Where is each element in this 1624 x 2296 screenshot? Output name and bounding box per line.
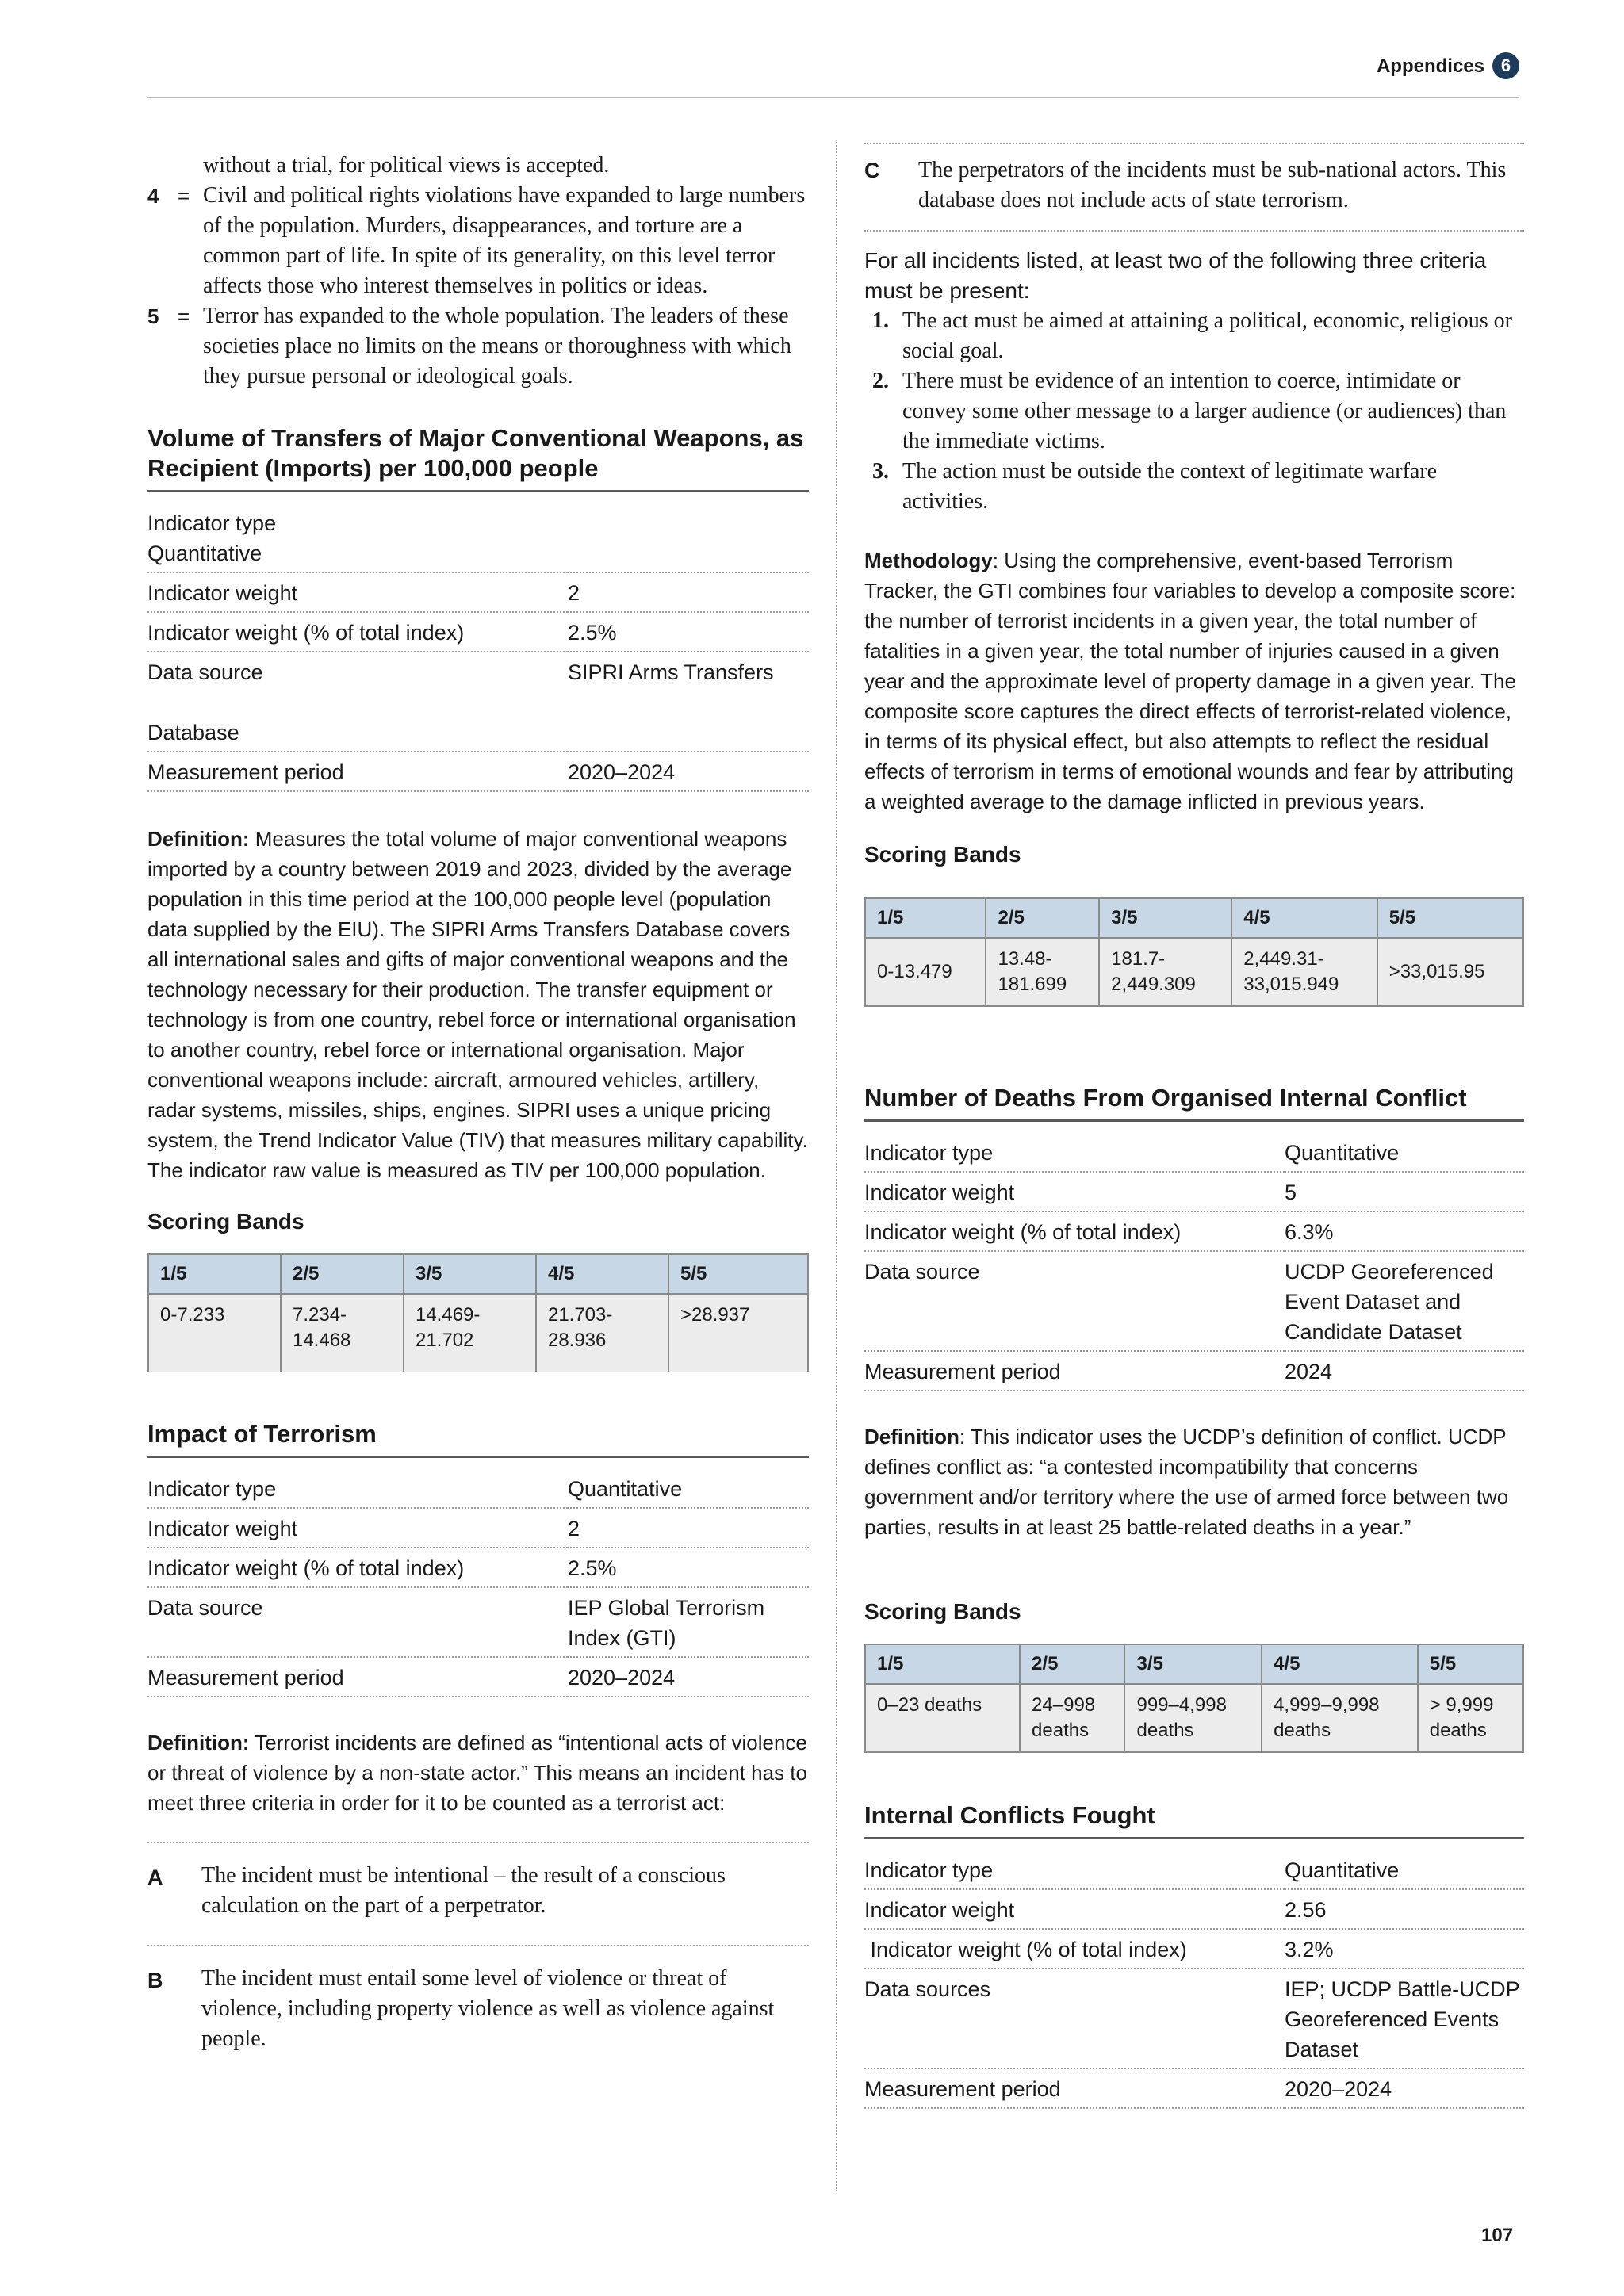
- definition-label: Definition: [864, 1425, 959, 1448]
- indicator-key-continued: Database: [147, 721, 239, 744]
- conflict-deaths-indicator-table: [864, 1133, 1524, 1391]
- band-header: 3/5: [1124, 1644, 1262, 1684]
- band-header: 4/5: [1262, 1644, 1418, 1684]
- indicator-value: Quantitative: [568, 1469, 809, 1508]
- indicator-row: [147, 652, 809, 752]
- indicator-key: Data source: [864, 1251, 1285, 1351]
- indicator-row: [864, 1133, 1524, 1172]
- criteria-list-item: [864, 366, 1524, 457]
- criterion-b: [147, 1945, 809, 2068]
- indicator-value: 2: [568, 1508, 809, 1548]
- indicator-value: SIPRI Arms Transfers: [568, 652, 809, 752]
- criteria-intro: For all incidents listed, at least two of the following three criteria must be present:: [864, 248, 1487, 303]
- indicator-row: [147, 1508, 809, 1548]
- indicator-key: Indicator weight: [147, 572, 568, 612]
- criterion-c: [864, 143, 1524, 230]
- indicator-key: Indicator weight (% of total index): [864, 1211, 1285, 1251]
- indicator-key: Indicator weight (% of total index): [147, 612, 568, 652]
- section-label: Appendices: [1376, 55, 1484, 77]
- band-value: >33,015.95: [1377, 938, 1523, 1006]
- list-text: The action must be outside the context of legitimate warfare activities.: [902, 459, 1438, 514]
- indicator-row: [147, 752, 809, 791]
- indicator-key: Measurement period: [864, 1351, 1285, 1391]
- indicator-value: 5: [1285, 1172, 1524, 1211]
- internal-conflicts-title: Internal Conflicts Fought: [864, 1800, 1524, 1839]
- band-value: 24–998 deaths: [1020, 1684, 1124, 1752]
- indicator-row: [147, 612, 809, 652]
- level-text: Terror has expanded to the whole population. The leaders of these societies place no limits on the means or thoroughness with which they pursue personal or ideological goals.: [203, 304, 791, 388]
- band-value: 0–23 deaths: [865, 1684, 1020, 1752]
- terrorism-title: Impact of Terrorism: [147, 1419, 809, 1458]
- page-number: 107: [1481, 2225, 1514, 2246]
- indicator-row: [864, 1889, 1524, 1929]
- list-text: There must be evidence of an intention to coerce, intimidate or convey some other message to a larger audience (or audiences) than the immediate victims.: [902, 369, 1507, 453]
- band-header: 2/5: [986, 898, 1099, 938]
- list-number: 3.: [872, 459, 889, 484]
- column-divider: [836, 140, 837, 2191]
- indicator-value: 2.5%: [568, 1548, 809, 1587]
- criterion-letter: B: [147, 1969, 163, 1992]
- band-header: 4/5: [536, 1254, 668, 1294]
- criteria-two-of-three: [864, 230, 1524, 517]
- conflict-deaths-scoring-bands-table: [864, 1644, 1524, 1753]
- indicator-value: 2.56: [1285, 1889, 1524, 1929]
- indicator-value: 6.3%: [1285, 1211, 1524, 1251]
- right-column: [864, 143, 1524, 2109]
- indicator-row: [147, 503, 809, 572]
- internal-conflicts-indicator-table: [864, 1850, 1524, 2109]
- criterion-text: The incident must entail some level of violence or threat of violence, including property violence as well as violence against people.: [201, 1966, 775, 2051]
- conflict-deaths-title: Number of Deaths From Organised Internal Conflict: [864, 1083, 1524, 1122]
- band-header: 1/5: [865, 1644, 1020, 1684]
- criterion-text: The perpetrators of the incidents must be sub-national actors. This database does not include acts of state terrorism.: [918, 158, 1507, 212]
- definition-text: : This indicator uses the UCDP’s definition of conflict. UCDP defines conflict as: “a contested incompatibility that concerns government and/or territory where the use of armed force between two parties, results in at least 25 battle-related deaths in a year.”: [864, 1425, 1509, 1539]
- band-header: 1/5: [148, 1254, 281, 1294]
- indicator-row: [147, 572, 809, 612]
- definition-text: Measures the total volume of major conventional weapons imported by a country between 2019 and 2023, divided by the average population in this time period at the 100,000 people level (population data supplied by the EIU). The SIPRI Arms Transfers Database covers all international sales and gifts of major conventional weapons and the technology necessary for their production. The transfer equipment or technology is from one country, rebel force or international organisation to another country, rebel force or international organisation. Major conventional weapons include: aircraft, armoured vehicles, artillery, radar systems, missiles, ships, engines. SIPRI uses a unique pricing system, the Trend Indicator Value (TIV) that measures military capability. The indicator raw value is measured as TIV per 100,000 population.: [147, 827, 808, 1182]
- definition-label: Definition:: [147, 827, 250, 851]
- indicator-key: Measurement period: [864, 2068, 1285, 2108]
- terrorism-definition: [147, 1728, 809, 1818]
- indicator-value: IEP; UCDP Battle-UCDP Georeferenced Events Dataset: [1285, 1969, 1524, 2068]
- indicator-row: [864, 1929, 1524, 1969]
- definition-text: Terrorist incidents are defined as “intentional acts of violence or threat of violence by a non-state actor.” This means an incident has to meet three criteria in order for it to be counted as a terrorist act:: [147, 1731, 807, 1815]
- band-header: 5/5: [1418, 1644, 1523, 1684]
- band-value: 999–4,998 deaths: [1124, 1684, 1262, 1752]
- indicator-key: Indicator weight: [147, 1508, 568, 1548]
- criterion-text: The incident must be intentional – the result of a conscious calculation on the part of a perpetrator.: [201, 1863, 726, 1918]
- weapons-bands-title: Scoring Bands: [147, 1209, 304, 1234]
- criteria-list-item: [864, 306, 1524, 366]
- band-value: 4,999–9,998 deaths: [1262, 1684, 1418, 1752]
- weapons-scoring-bands-table: [147, 1253, 809, 1372]
- indicator-value: 2020–2024: [568, 752, 809, 791]
- terrorism-methodology: [864, 545, 1524, 817]
- level-equals: =: [178, 304, 190, 328]
- methodology-text: : Using the comprehensive, event-based Terrorism Tracker, the GTI combines four variables to develop a composite score: the number of terrorist incidents in a given year, the total number of fatalities in a given year, the total number of injuries caused in a given year and the approximate level of property damage in a given year. The composite score captures the direct effects of terrorist-related violence, in terms of its physical effect, but also attempts to reflect the residual effects of terrorism in terms of emotional wounds and fear by attributing a weighted average to the damage inflicted in previous years.: [864, 549, 1516, 813]
- band-value: 13.48- 181.699: [986, 938, 1099, 1006]
- band-header: 3/5: [1099, 898, 1231, 938]
- band-header: 5/5: [668, 1254, 808, 1294]
- indicator-row: [864, 1351, 1524, 1391]
- indicator-value: 2020–2024: [1285, 2068, 1524, 2108]
- indicator-value: 2: [568, 572, 809, 612]
- band-value: 7.234- 14.468: [281, 1294, 404, 1372]
- terrorism-indicator-table: [147, 1469, 809, 1697]
- band-value: 14.469- 21.702: [404, 1294, 536, 1372]
- indicator-value: 3.2%: [1285, 1929, 1524, 1969]
- band-header: 4/5: [1231, 898, 1377, 938]
- terrorism-criteria-list: [147, 1842, 809, 2068]
- indicator-key: Indicator weight (% of total index): [864, 1929, 1285, 1969]
- indicator-value: 2020–2024: [568, 1657, 809, 1697]
- level-number: 5: [147, 304, 159, 328]
- indicator-row: [864, 1211, 1524, 1251]
- weapons-imports-definition: [147, 824, 809, 1185]
- indicator-row: [864, 1172, 1524, 1211]
- indicator-key: Indicator weight (% of total index): [147, 1548, 568, 1587]
- band-value: 0-7.233: [148, 1294, 281, 1372]
- band-header: 2/5: [281, 1254, 404, 1294]
- band-header: 3/5: [404, 1254, 536, 1294]
- conflict-deaths-bands-title: Scoring Bands: [864, 1599, 1021, 1624]
- indicator-row: [864, 1969, 1524, 2068]
- indicator-value: 2024: [1285, 1351, 1524, 1391]
- indicator-key: Data source: [147, 660, 263, 684]
- criterion-letter: A: [147, 1866, 163, 1889]
- band-header: 5/5: [1377, 898, 1523, 938]
- indicator-row: [864, 1251, 1524, 1351]
- indicator-key: Indicator type: [147, 1469, 568, 1508]
- indicator-value: Quantitative: [147, 541, 262, 565]
- band-header: 1/5: [865, 898, 986, 938]
- page-header: [147, 49, 1519, 98]
- band-value: > 9,999 deaths: [1418, 1684, 1523, 1752]
- left-column: [147, 151, 809, 2068]
- chapter-badge: 6: [1492, 52, 1519, 79]
- level-3-continuation: without a trial, for political views is accepted.: [203, 153, 610, 178]
- indicator-row: [147, 1587, 809, 1657]
- conflict-deaths-definition: [864, 1422, 1524, 1542]
- level-equals: =: [178, 184, 190, 208]
- indicator-value: UCDP Georeferenced Event Dataset and Candidate Dataset: [1285, 1251, 1524, 1351]
- indicator-key: Indicator type: [864, 1850, 1285, 1889]
- indicator-key: Measurement period: [147, 1657, 568, 1697]
- level-text: Civil and political rights violations have expanded to large numbers of the population. Murders, disappearances, and torture are a common part of life. In spite of its generality, on this level terror affects those who interest themselves in politics or ideas.: [203, 183, 806, 298]
- indicator-key: Indicator type: [147, 511, 277, 535]
- level-item-5: [147, 301, 809, 392]
- indicator-row: [147, 1657, 809, 1697]
- band-header: 2/5: [1020, 1644, 1124, 1684]
- indicator-row: [147, 1548, 809, 1587]
- criterion-letter: C: [864, 159, 880, 182]
- indicator-value: Quantitative: [1285, 1850, 1524, 1889]
- definition-label: Definition:: [147, 1731, 250, 1755]
- indicator-value: 2.5%: [568, 612, 809, 652]
- indicator-key: Data sources: [864, 1969, 1285, 2068]
- terrorism-bands-title: Scoring Bands: [864, 842, 1021, 867]
- indicator-row: [864, 2068, 1524, 2108]
- indicator-key: Indicator weight: [864, 1172, 1285, 1211]
- indicator-value: Quantitative: [1285, 1133, 1524, 1172]
- list-number: 2.: [872, 369, 889, 393]
- criteria-list-item: [864, 457, 1524, 517]
- list-text: The act must be aimed at attaining a political, economic, religious or social goal.: [902, 308, 1512, 363]
- level-item-4: [147, 181, 809, 301]
- weapons-imports-indicator-table: [147, 503, 809, 792]
- indicator-key: Data source: [147, 1587, 568, 1657]
- methodology-label: Methodology: [864, 549, 993, 572]
- indicator-value: IEP Global Terrorism Index (GTI): [568, 1587, 809, 1657]
- indicator-key: Measurement period: [147, 752, 568, 791]
- indicator-key: Indicator type: [864, 1133, 1285, 1172]
- indicator-row: [864, 1850, 1524, 1889]
- terrorism-scoring-bands-table: [864, 897, 1524, 1007]
- indicator-row: [147, 1469, 809, 1508]
- level-number: 4: [147, 184, 159, 208]
- indicator-key: Indicator weight: [864, 1889, 1285, 1929]
- band-value: >28.937: [668, 1294, 808, 1372]
- band-value: 21.703- 28.936: [536, 1294, 668, 1372]
- band-value: 181.7- 2,449.309: [1099, 938, 1231, 1006]
- band-value: 2,449.31- 33,015.949: [1231, 938, 1377, 1006]
- band-value: 0-13.479: [865, 938, 986, 1006]
- criterion-a: [147, 1842, 809, 1935]
- list-number: 1.: [872, 308, 889, 333]
- weapons-imports-title: Volume of Transfers of Major Conventional Weapons, as Recipient (Imports) per 100,000 people: [147, 423, 809, 492]
